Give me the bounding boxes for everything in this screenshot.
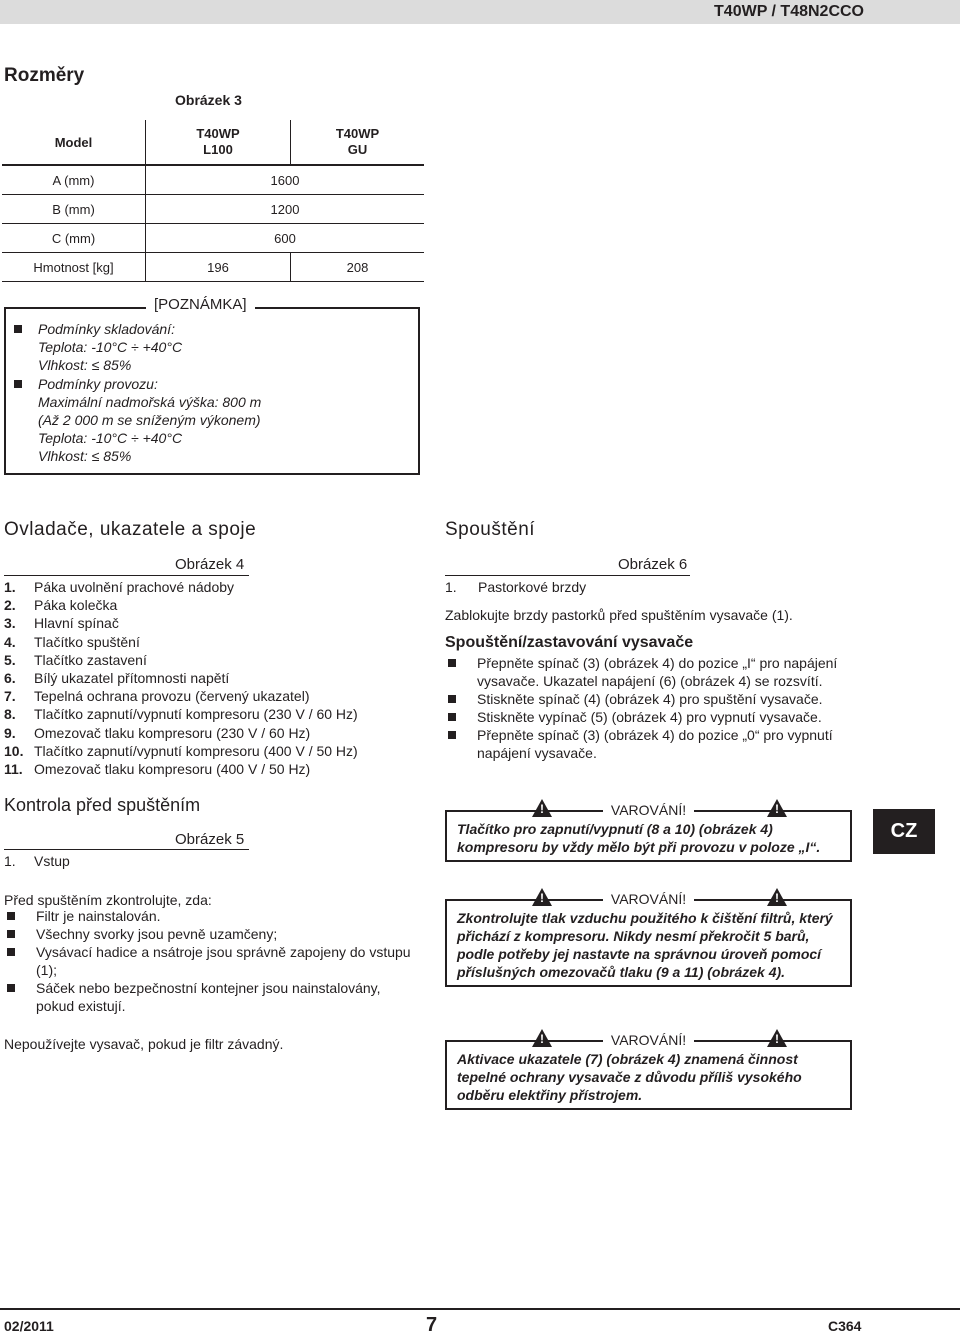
row-label: B (mm) xyxy=(2,195,146,224)
col-model-header: Model xyxy=(2,120,146,165)
row-label: C (mm) xyxy=(2,224,146,253)
divider xyxy=(4,575,249,576)
precheck-heading: Kontrola před spuštěním xyxy=(4,795,201,815)
table-row xyxy=(2,253,424,282)
warning-icon: ! xyxy=(767,799,787,817)
list-item: 6. Bílý ukazatel přítomnosti napětí xyxy=(4,670,230,687)
table-row xyxy=(2,195,424,224)
figure-6-label: Obrázek 6 xyxy=(618,556,688,573)
startup-item: 1. Pastorkové brzdy xyxy=(445,579,587,595)
list-item: Přepněte spínač (3) (obrázek 4) do pozice „I“ pro napájení vysavače. Ukazatel napájení (6) (obrázek 4) se rozsvítí. xyxy=(445,654,860,690)
precheck-intro: Před spuštěním zkontrolujte, zda: xyxy=(4,892,212,908)
bullet-icon xyxy=(14,380,22,388)
note-title: [POZNÁMKA] xyxy=(146,296,255,313)
page-number: 7 xyxy=(426,1314,438,1336)
warning-box xyxy=(445,1032,852,1110)
warning-icon: ! xyxy=(532,799,552,817)
figure-5-label: Obrázek 5 xyxy=(175,831,245,848)
list-item: 9. Omezovač tlaku kompresoru (230 V / 60 Hz) xyxy=(4,724,311,741)
row-value: 600 xyxy=(146,224,425,253)
row-value: 208 xyxy=(291,253,425,282)
controls-list xyxy=(4,578,358,778)
warning-box xyxy=(445,802,852,862)
list-item: Filtr je nainstalován. xyxy=(4,907,414,925)
list-item: 4. Tlačítko spuštění xyxy=(4,633,140,650)
footer-code: C364 xyxy=(828,1318,862,1334)
divider xyxy=(4,849,249,850)
warning-box xyxy=(445,891,852,987)
row-value: 196 xyxy=(146,253,291,282)
list-item: 5. Tlačítko zastavení xyxy=(4,651,147,668)
warning-icon: ! xyxy=(767,1029,787,1047)
bullet-icon xyxy=(14,325,22,333)
list-item: 8. Tlačítko zapnutí/vypnutí kompresoru (230 V / 60 Hz) xyxy=(4,706,358,723)
warning-icon: ! xyxy=(767,888,787,906)
list-item: Sáček nebo bezpečnostní kontejner jsou nainstalovány, pokud existují. xyxy=(4,979,414,1015)
list-item: 7. Tepelná ochrana provozu (červený ukazatel) xyxy=(4,688,310,705)
list-item: Vysávací hadice a nsátroje jsou správně zapojeny do vstupu (1); xyxy=(4,943,414,979)
warning-text: Tlačítko pro zapnutí/vypnutí (8 a 10) (obrázek 4) kompresoru by vždy mělo být při provozu v poloze „I“. xyxy=(457,821,821,855)
footer-divider xyxy=(0,1308,960,1310)
table-row xyxy=(2,224,424,253)
footer-date: 02/2011 xyxy=(4,1318,54,1334)
list-item: Stiskněte vypínač (5) (obrázek 4) pro vypnutí vysavače. xyxy=(445,708,860,726)
startup-subheading: Spouštění/zastavování vysavače xyxy=(445,634,694,651)
row-value: 1200 xyxy=(146,195,425,224)
list-item: 10. Tlačítko zapnutí/vypnutí kompresoru (400 V / 50 Hz) xyxy=(4,742,358,759)
row-label: A (mm) xyxy=(2,165,146,195)
document-title: T40WP / T48N2CCO xyxy=(714,3,864,20)
precheck-closing: Nepoužívejte vysavač, pokud je filtr závadný. xyxy=(4,1036,284,1052)
brake-text: Zablokujte brzdy pastorků před spuštěním vysavače (1). xyxy=(445,607,793,623)
startup-heading: Spouštění xyxy=(445,519,536,540)
col-gu-header: T40WP GU xyxy=(291,120,425,165)
figure-4-label: Obrázek 4 xyxy=(175,556,245,573)
startup-list xyxy=(445,654,860,762)
language-tab: CZ xyxy=(873,809,935,854)
precheck-list xyxy=(4,907,414,1015)
list-item: Všechny svorky jsou pevně uzamčeny; xyxy=(4,925,414,943)
warning-text: Zkontrolujte tlak vzduchu použitého k čištění filtrů, který přichází z kompresoru. Nikdy nesmí překročit 5 barů, podle potřeby jej nastavte na správnou úroveň pomocí příslušných omezovačů tlaku (9 a 11) (obrázek 4). xyxy=(457,910,833,980)
note-content: Podmínky skladování: Teplota: -10°C ÷ +40°C Vlhkost: ≤ 85% Podmínky provozu: Maximální nadmořská výška: 800 m (Až 2 000 m se sníženým výkonem) Teplota: -10°C ÷ +40°C Vlhkost: ≤ 85% xyxy=(14,320,261,466)
figure-3-label: Obrázek 3 xyxy=(175,92,242,108)
list-item: 2. Páka kolečka xyxy=(4,597,118,614)
dimensions-heading: Rozměry xyxy=(4,65,85,86)
warning-label: VAROVÁNÍ! xyxy=(603,802,694,818)
warning-label: VAROVÁNÍ! xyxy=(603,891,694,907)
divider xyxy=(445,575,690,576)
warning-icon: ! xyxy=(532,888,552,906)
warning-label: VAROVÁNÍ! xyxy=(603,1032,694,1048)
list-item: 11. Omezovač tlaku kompresoru (400 V / 50 Hz) xyxy=(4,761,311,778)
dimensions-table xyxy=(2,120,424,282)
row-value: 1600 xyxy=(146,165,425,195)
warning-icon: ! xyxy=(532,1029,552,1047)
row-label: Hmotnost [kg] xyxy=(2,253,146,282)
table-row xyxy=(2,165,424,195)
col-l100-header: T40WP L100 xyxy=(146,120,291,165)
list-item: Přepněte spínač (3) (obrázek 4) do pozice „0“ pro vypnutí napájení vysavače. xyxy=(445,726,860,762)
list-item: Stiskněte spínač (4) (obrázek 4) pro spuštění vysavače. xyxy=(445,690,860,708)
warning-text: Aktivace ukazatele (7) (obrázek 4) znamená činnost tepelné ochrany vysavače z důvodu příliš vysokého odběru elektřiny přístrojem. xyxy=(457,1051,802,1103)
list-item: 1. Páka uvolnění prachové nádoby xyxy=(4,579,235,595)
list-item: 3. Hlavní spínač xyxy=(4,615,119,632)
precheck-item: 1. Vstup xyxy=(4,853,70,869)
controls-heading: Ovladače, ukazatele a spoje xyxy=(4,519,257,540)
